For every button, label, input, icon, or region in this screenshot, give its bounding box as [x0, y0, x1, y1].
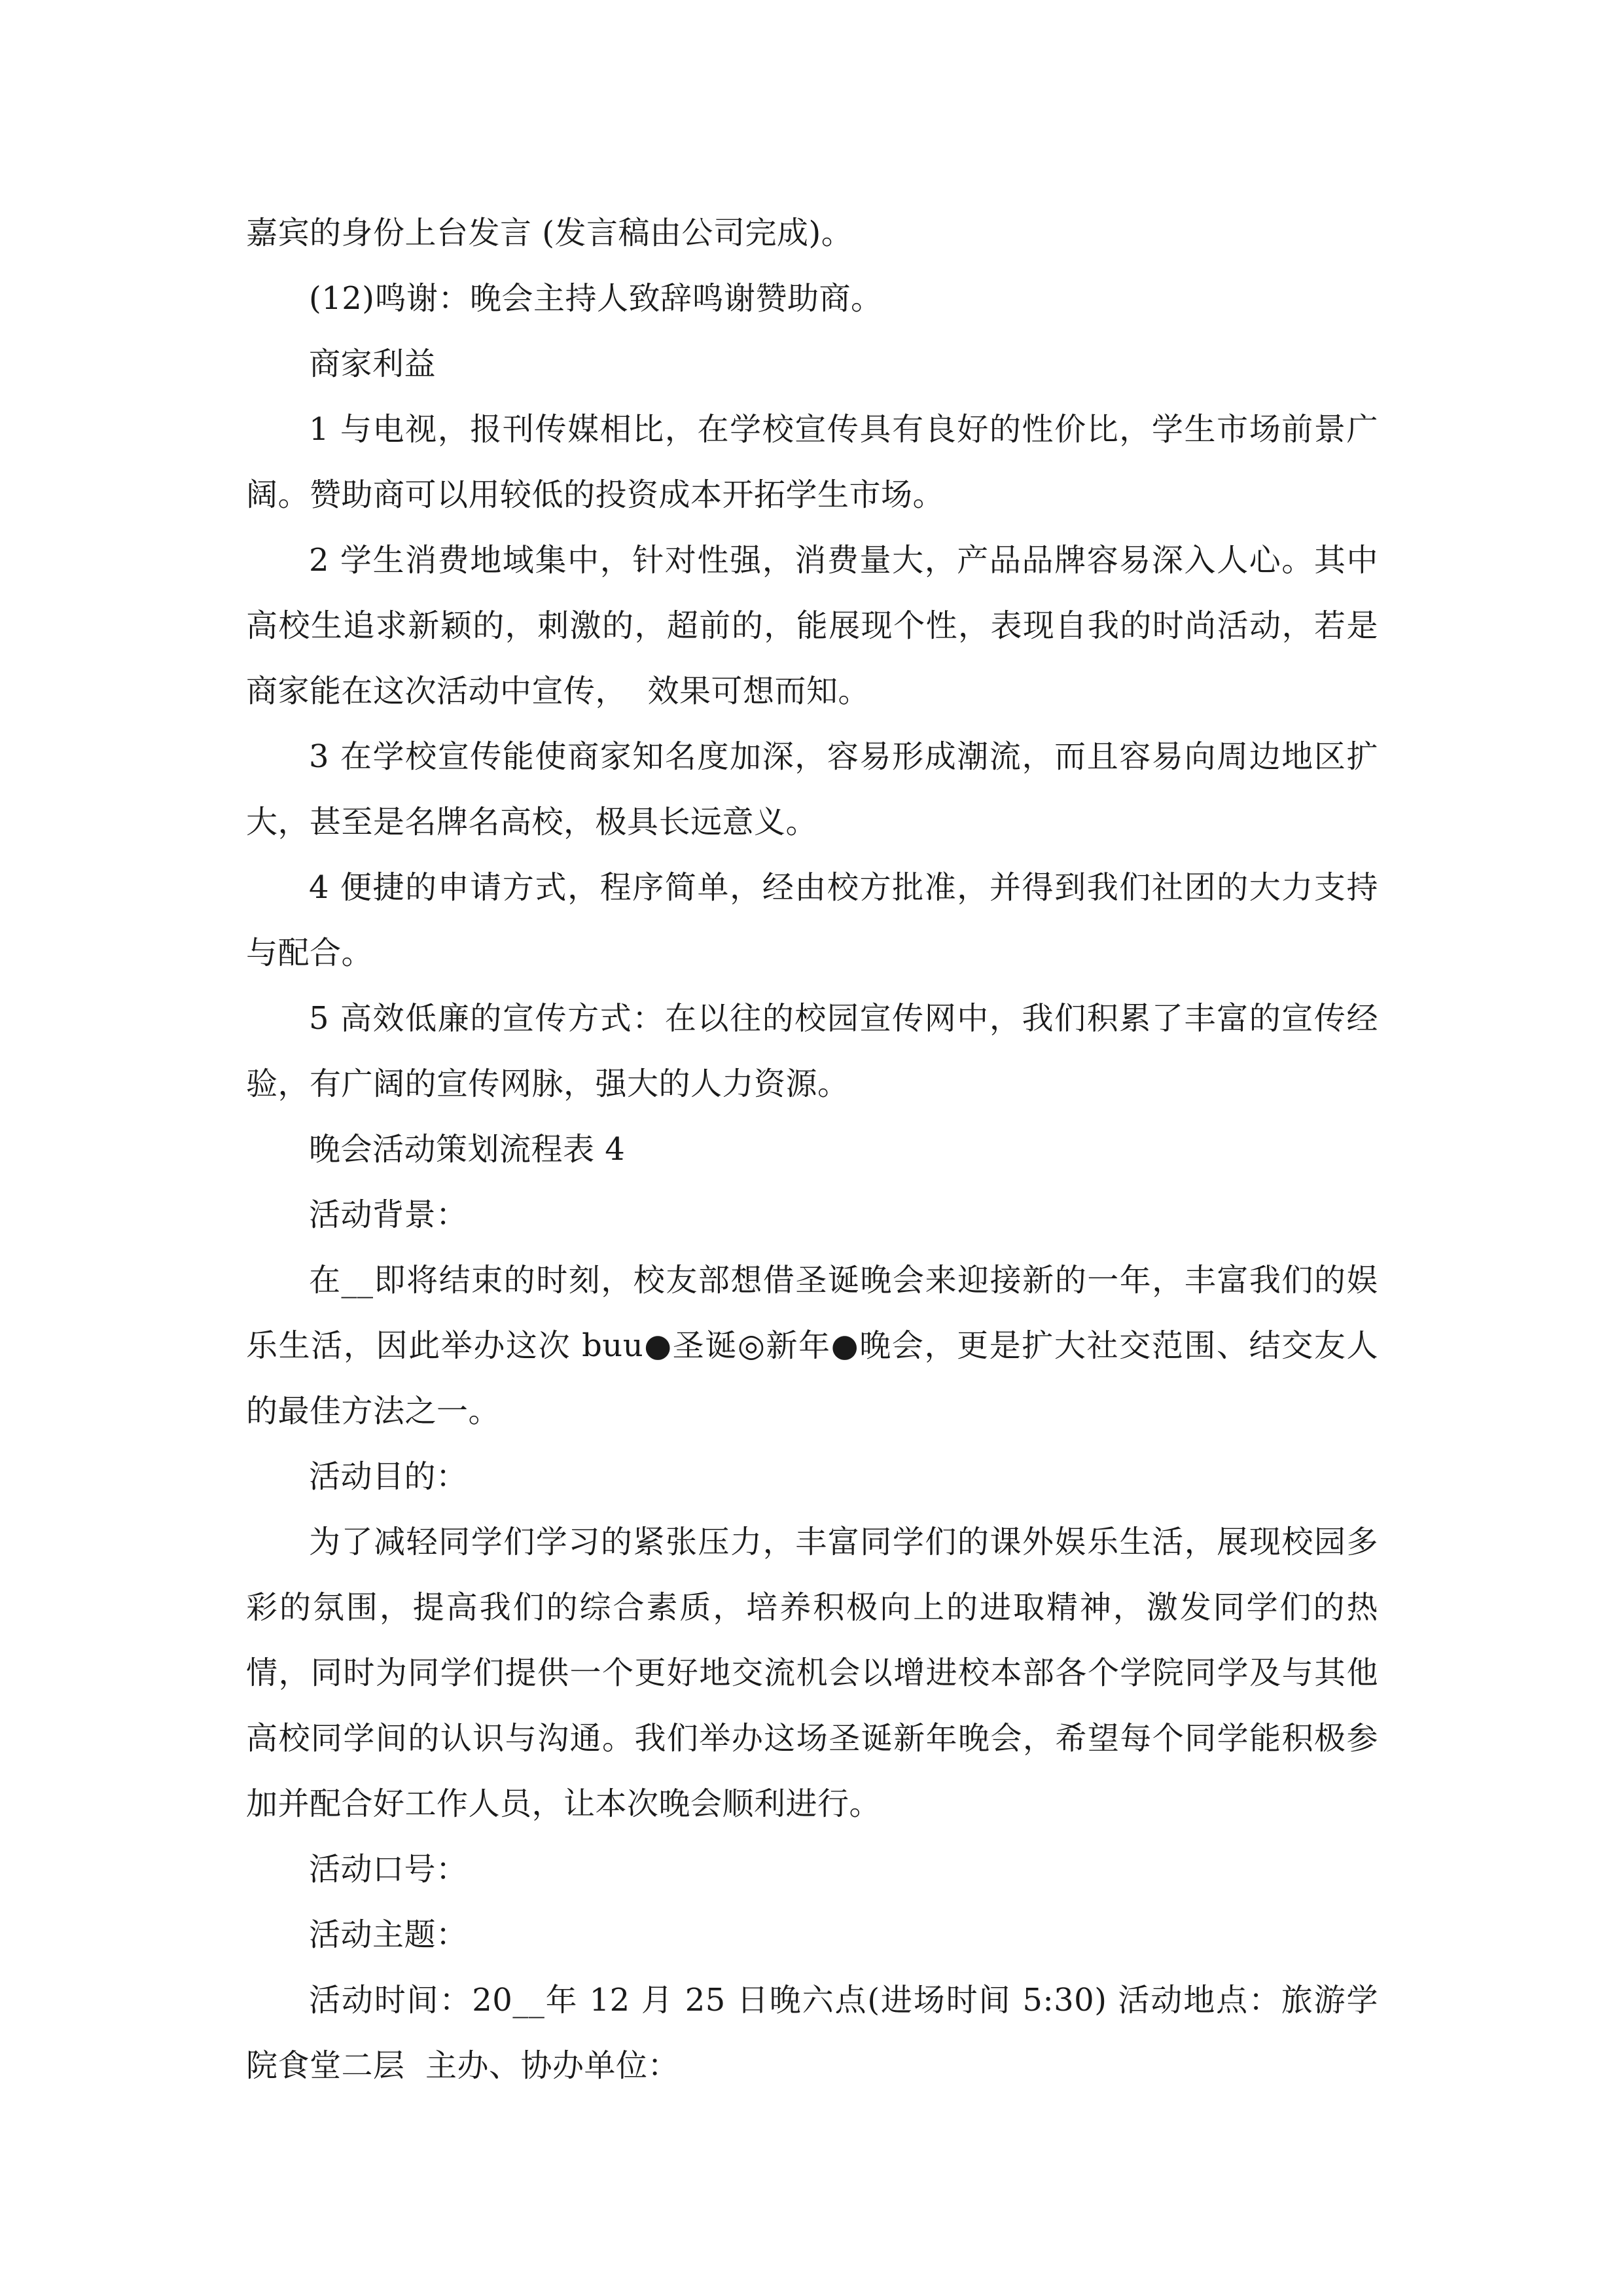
section-heading: 商家利益 [309, 346, 437, 382]
paragraph: 3 在学校宣传能使商家知名度加深，容易形成潮流，而且容易向周边地区扩大，甚至是名牌名高校，极具长远意义。 [246, 738, 1378, 840]
paragraph: 5 高效低廉的宣传方式：在以往的校园宣传网中，我们积累了丰富的宣传经验，有广阔的宣传网脉，强大的人力资源。 [246, 1000, 1378, 1102]
paragraph: 嘉宾的身份上台发言 (发言稿由公司完成)。 [246, 215, 853, 251]
paragraph: 2 学生消费地域集中，针对性强，消费量大，产品品牌容易深入人心。其中高校生追求新颖的，刺激的，超前的，能展现个性，表现自我的时尚活动，若是商家能在这次活动中宣传， 效果可想而知。 [246, 542, 1378, 709]
section-heading: 活动目的： [309, 1458, 468, 1495]
document-body [246, 200, 1378, 2098]
section-heading: 活动口号： [309, 1851, 468, 1888]
paragraph: 活动时间：20__年 12 月 25 日晚六点(进场时间 5:30) 活动地点：旅游学院食堂二层 主办、协办单位： [246, 1982, 1378, 2084]
paragraph: 4 便捷的申请方式，程序简单，经由校方批准，并得到我们社团的大力支持与配合。 [246, 869, 1378, 971]
section-heading: 活动背景： [309, 1196, 468, 1233]
section-heading: 活动主题： [309, 1916, 468, 1953]
section-heading: 晚会活动策划流程表 4 [309, 1131, 626, 1168]
paragraph: 1 与电视，报刊传媒相比，在学校宣传具有良好的性价比，学生市场前景广阔。赞助商可以用较低的投资成本开拓学生市场。 [246, 411, 1378, 513]
paragraph: 在__即将结束的时刻，校友部想借圣诞晚会来迎接新的一年，丰富我们的娱乐生活，因此举办这次 buu●圣诞◎新年●晚会，更是扩大社交范围、结交友人的最佳方法之一。 [246, 1262, 1378, 1429]
paragraph: 为了减轻同学们学习的紧张压力，丰富同学们的课外娱乐生活，展现校园多彩的氛围，提高我们的综合素质，培养积极向上的进取精神，激发同学们的热情，同时为同学们提供一个更好地交流机会以增进校本部各个学院同学及与其他高校同学间的认识与沟通。我们举办这场圣诞新年晚会，希望每个同学能积极参加并配合好工作人员，让本次晚会顺利进行。 [246, 1524, 1378, 1822]
paragraph: (12)鸣谢：晚会主持人致辞鸣谢赞助商。 [309, 280, 883, 317]
